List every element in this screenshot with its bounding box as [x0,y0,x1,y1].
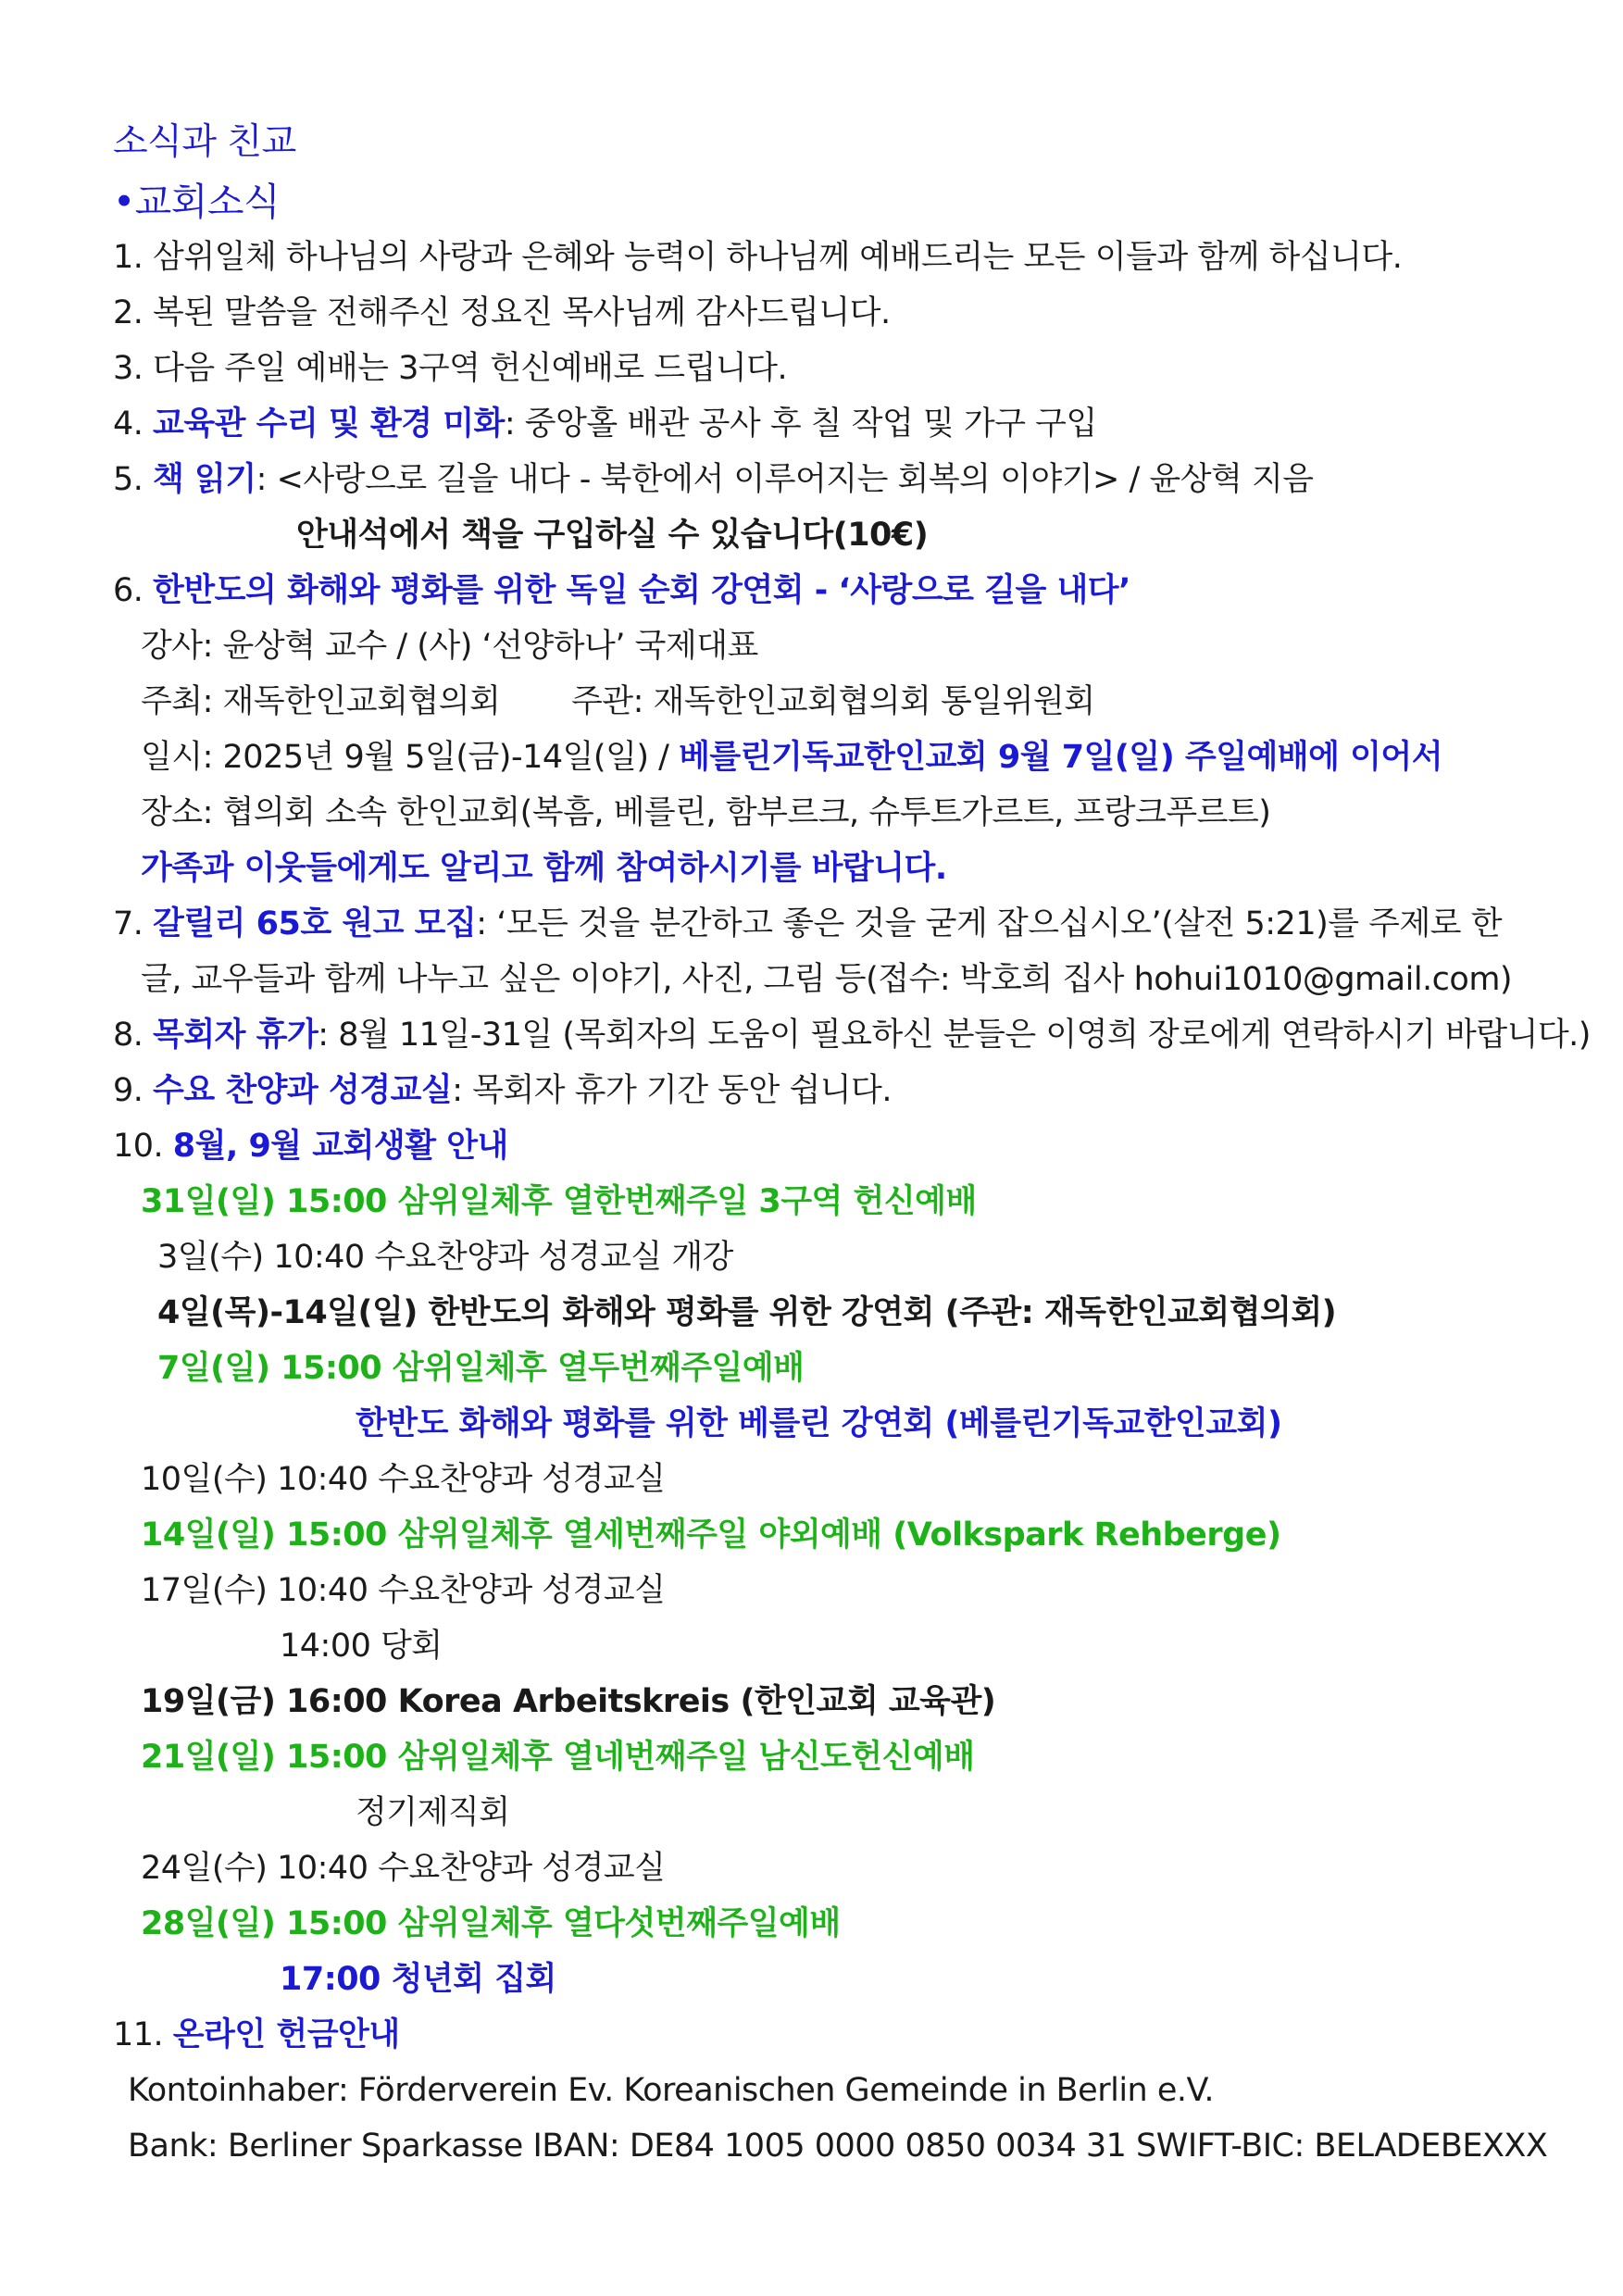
notice-7-continued: 글, 교우들과 함께 나누고 싶은 이야기, 사진, 그림 등(접수: 박호희 집사 hohui1010@gmail.com) [141,961,1513,998]
notice-6-invite: 가족과 이웃들에게도 알리고 함께 참여하시기를 바랍니다. [141,850,947,887]
schedule-item: 19일(금) 16:00 Korea Arbeitskreis (한인교회 교육관) [141,1683,996,1720]
schedule-item: 10일(수) 10:40 수요찬양과 성경교실 [141,1461,666,1498]
notice-6-speaker: 강사: 윤상혁 교수 / (사) ‘선양하나’ 국제대표 [141,628,758,665]
notice-6-place: 장소: 협의회 소속 한인교회(복흠, 베를린, 함부르크, 슈투트가르트, 프랑크푸르트) [141,794,1271,831]
schedule-item: 21일(일) 15:00 삼위일체후 열네번째주일 남신도헌신예배 [141,1739,975,1776]
notice-7-text: : ‘모든 것을 분간하고 좋은 것을 굳게 잡으십시오’(살전 5:21)를 주제로 한 [476,905,1503,942]
notice-11 [113,2015,400,2055]
notice-6 [113,570,1130,611]
notice-3: 3. 다음 주일 예배는 3구역 헌신예배로 드립니다. [113,350,788,387]
schedule-item: 3일(수) 10:40 수요찬양과 성경교실 개강 [157,1239,733,1276]
notice-8-text: : 8월 11일-31일 (목회자의 도움이 필요하신 분들은 이영희 장로에게 연락하시기 바랍니다.) [318,1017,1591,1054]
schedule-item: 17일(수) 10:40 수요찬양과 성경교실 [141,1572,666,1609]
notice-2: 2. 복된 말씀을 전해주신 정요진 목사님께 감사드립니다. [113,294,891,331]
notice-9 [113,1070,892,1111]
notice-6-heading: 한반도의 화해와 평화를 위한 독일 순회 강연회 - ‘사랑으로 길을 내다’ [153,572,1130,609]
notice-10-number: 10. [113,1128,173,1165]
notice-5-number: 5. [113,461,154,498]
notice-6-date-highlight: 베를린기독교한인교회 9월 7일(일) 주일예배에 이어서 [679,739,1443,776]
schedule-item: 4일(목)-14일(일) 한반도의 화해와 평화를 위한 강연회 (주관: 재독한인교회협의회) [157,1294,1337,1331]
notice-8-heading: 목회자 휴가 [153,1017,318,1054]
schedule-item: 한반도 화해와 평화를 위한 베를린 강연회 (베를린기독교한인교회) [356,1405,1282,1442]
notice-7-number: 7. [113,905,154,942]
schedule-item: 24일(수) 10:40 수요찬양과 성경교실 [141,1850,666,1887]
notice-11-number: 11. [113,2016,173,2053]
schedule-item: 17:00 청년회 집회 [280,1961,556,1998]
notice-6-organizer: 주관: 재독한인교회협의회 통일위원회 [571,683,1095,720]
schedule-item: 28일(일) 15:00 삼위일체후 열다섯번째주일예배 [141,1905,841,1942]
notice-5-sub: 안내석에서 책을 구입하실 수 있습니다(10€) [296,517,929,554]
notice-9-text: : 목회자 휴가 기간 동안 쉽니다. [452,1072,892,1109]
notice-6-number: 6. [113,572,154,609]
notice-5 [113,459,1314,500]
notice-9-heading: 수요 찬양과 성경교실 [153,1072,453,1109]
notice-11-heading: 온라인 헌금안내 [172,2016,400,2053]
notice-6-host: 주최: 재독한인교회협의회 [141,683,501,720]
notice-10 [113,1126,508,1167]
notice-9-number: 9. [113,1072,154,1109]
bank-details: Bank: Berliner Sparkasse IBAN: DE84 1005 0000 0850 0034 31 SWIFT-BIC: BELADEBEXXX [128,2128,1548,2165]
notice-8-number: 8. [113,1017,154,1054]
schedule-item: 정기제직회 [356,1794,510,1831]
notice-7 [113,904,1502,944]
schedule-item: 14일(일) 15:00 삼위일체후 열세번째주일 야외예배 (Volkspark Rehberge) [141,1516,1281,1554]
notice-4-heading: 교육관 수리 및 환경 미화 [153,406,505,443]
notice-5-text: : <사랑으로 길을 내다 - 북한에서 이루어지는 회복의 이야기> / 윤상혁 지음 [256,461,1314,498]
notice-4 [113,404,1097,444]
schedule-item: 7일(일) 15:00 삼위일체후 열두번째주일예배 [157,1350,805,1387]
notice-1: 1. 삼위일체 하나님의 사랑과 은혜와 능력이 하나님께 예배드리는 모든 이들과 함께 하십니다. [113,239,1403,276]
section-heading: •교회소식 [113,180,281,224]
schedule-item: 31일(일) 15:00 삼위일체후 열한번째주일 3구역 헌신예배 [141,1183,977,1220]
notice-10-heading: 8월, 9월 교회생활 안내 [172,1128,508,1165]
bank-holder: Kontoinhaber: Förderverein Ev. Koreanischen Gemeinde in Berlin e.V. [128,2072,1215,2109]
notice-8 [113,1015,1591,1055]
notice-5-heading: 책 읽기 [153,461,256,498]
schedule-item: 14:00 당회 [280,1628,443,1665]
notice-7-heading: 갈릴리 65호 원고 모집 [153,905,477,942]
page-title: 소식과 친교 [113,121,296,163]
notice-4-text: : 중앙홀 배관 공사 후 칠 작업 및 가구 구입 [504,406,1097,443]
notice-4-number: 4. [113,406,154,443]
notice-6-date [141,737,1442,778]
notice-6-date-text: 일시: 2025년 9월 5일(금)-14일(일) / [141,739,680,776]
